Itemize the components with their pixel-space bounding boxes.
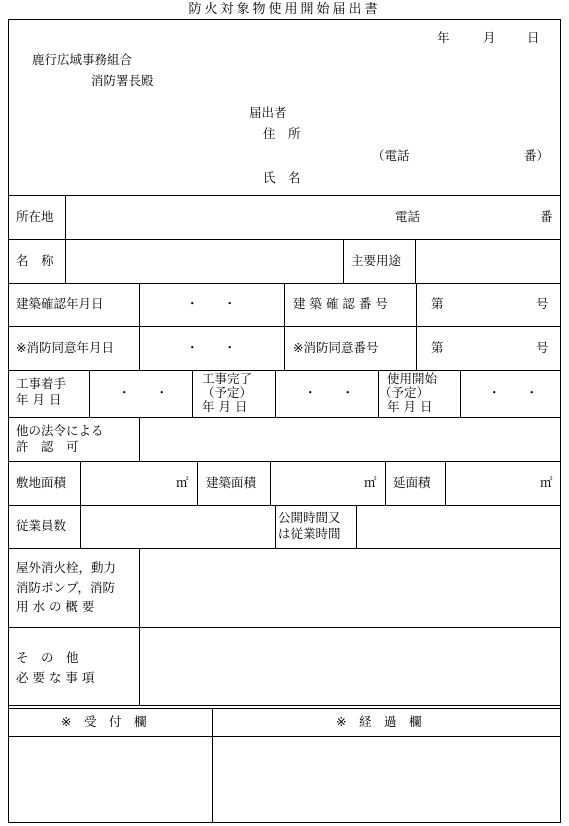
fire-consent-dai: 第	[431, 340, 444, 355]
build-confirm-no-label: 建 築 確 認 番 号	[293, 296, 388, 311]
work-start-dots: ・ ・	[118, 385, 169, 400]
name-label: 氏 名	[263, 170, 301, 185]
use-start-label-2: （予定）	[379, 385, 430, 400]
hydrant-label-3: 用 水 の 概 要	[16, 599, 95, 614]
use-start-dots: ・ ・	[488, 385, 539, 400]
addressee-org: 鹿行広域事務組合	[32, 52, 133, 67]
build-confirm-date-label: 建築確認年月日	[16, 296, 104, 311]
work-complete-label-1: 工事完了	[202, 371, 253, 386]
other-law-label-1: 他の法令による	[16, 423, 104, 438]
addressee-title: 消防署長殿	[91, 73, 154, 88]
building-area-label: 建築面積	[206, 475, 257, 490]
date-month-label: 月	[483, 30, 496, 45]
progress-column-header: ※ 経 過 欄	[336, 714, 422, 729]
document-title: 防火対象物使用開始届出書	[188, 2, 381, 17]
hydrant-label-1: 屋外消火栓，動力	[16, 560, 117, 575]
date-year-label: 年	[437, 30, 450, 45]
location-phone-label: 電話	[395, 209, 421, 224]
fire-consent-no-label: ※消防同意番号	[293, 340, 379, 355]
work-start-label-1: 工事着手	[16, 376, 67, 391]
floor-area-label: 延面積	[393, 475, 431, 490]
date-day-label: 日	[527, 30, 540, 45]
hydrant-label-2: 消防ポンプ，消防	[16, 580, 116, 595]
use-start-label-3: 年 月 日	[387, 399, 433, 414]
other-items-label-2: 必 要 な 事 項	[16, 670, 95, 685]
use-start-label-1: 使用開始	[387, 371, 438, 386]
other-law-label-2: 許 認 可	[16, 439, 79, 454]
address-label: 住 所	[263, 126, 301, 141]
build-confirm-date-dots: ・ ・	[186, 296, 237, 311]
work-start-label-2: 年 月 日	[16, 392, 62, 407]
phone-close-label: 番）	[524, 148, 550, 163]
floor-area-unit: ㎡	[540, 475, 553, 490]
build-confirm-go: 号	[536, 296, 549, 311]
building-area-unit: ㎡	[364, 475, 377, 490]
fire-consent-date-dots: ・ ・	[186, 340, 237, 355]
location-ban-label: 番	[540, 209, 553, 224]
open-hours-label-2: は従業時間	[278, 526, 341, 541]
fire-consent-go: 号	[536, 340, 549, 355]
phone-open-label: （電話	[372, 148, 410, 163]
reception-column-header: ※ 受 付 欄	[61, 714, 147, 729]
work-complete-label-3: 年 月 日	[202, 399, 248, 414]
other-items-label-1: そ の 他	[16, 650, 79, 665]
notifier-label: 届出者	[249, 105, 287, 120]
main-use-label: 主要用途	[351, 253, 402, 268]
facility-name-label: 名 称	[16, 253, 54, 268]
location-label: 所在地	[16, 209, 54, 224]
fire-consent-date-label: ※消防同意年月日	[16, 340, 114, 355]
site-area-label: 敷地面積	[16, 475, 67, 490]
work-complete-dots: ・ ・	[304, 385, 355, 400]
employees-label: 従業員数	[16, 518, 67, 533]
work-complete-label-2: （予定）	[202, 385, 253, 400]
build-confirm-dai: 第	[431, 296, 444, 311]
open-hours-label-1: 公開時間又	[278, 510, 341, 525]
site-area-unit: ㎡	[176, 475, 189, 490]
